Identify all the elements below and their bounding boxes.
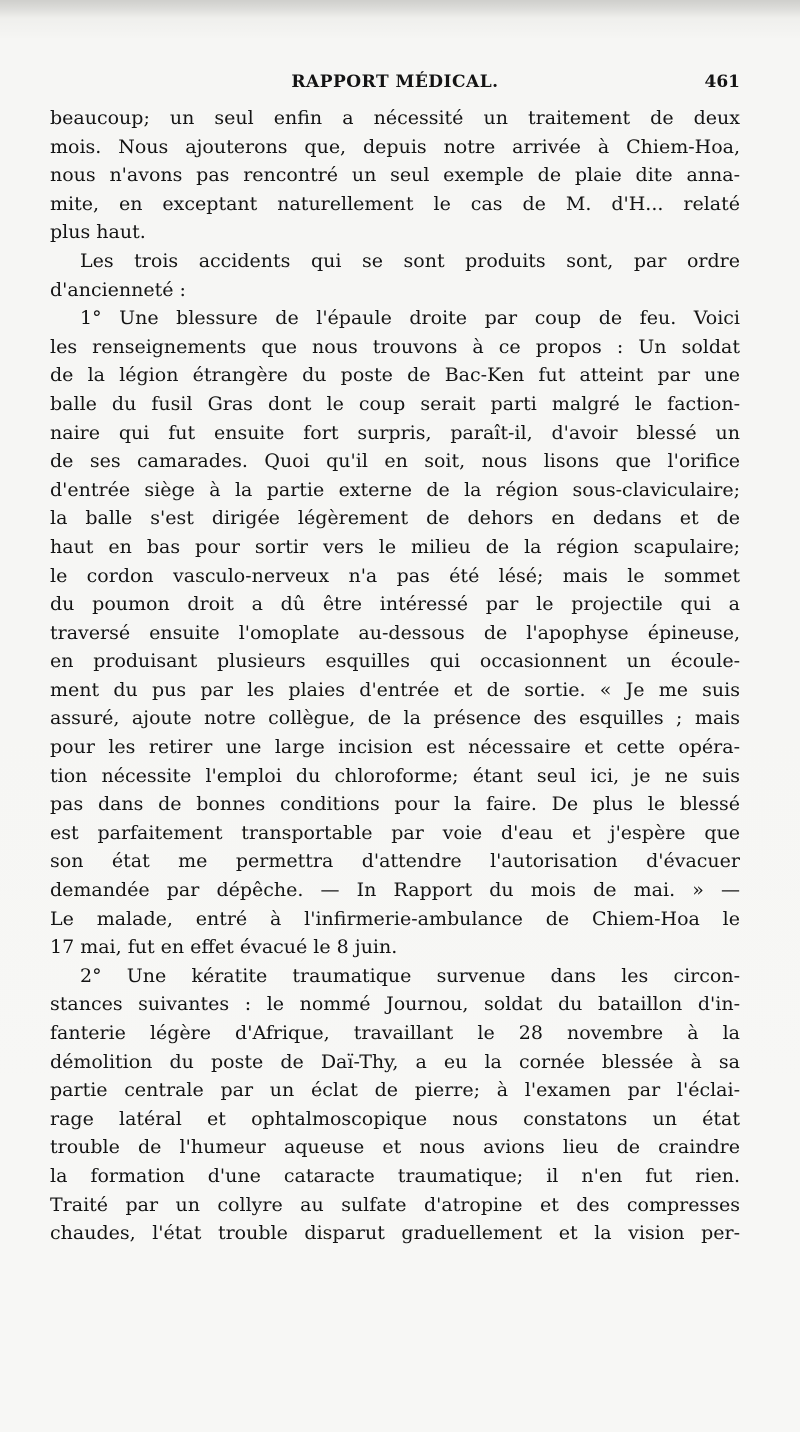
text-line: en produisant plusieurs esquilles qui occasionnent un écoule- — [50, 650, 740, 673]
text-line: son état me permettra d'attendre l'autorisation d'évacuer — [50, 850, 740, 873]
body-text — [50, 104, 740, 1248]
text-line: chaudes, l'état trouble disparut graduellement et la vision per- — [50, 1222, 740, 1245]
text-line: le cordon vasculo-nerveux n'a pas été lésé; mais le sommet — [50, 564, 740, 587]
text-line: fanterie légère d'Afrique, travaillant le 28 novembre à la — [50, 1022, 740, 1044]
text-line: nous n'avons pas rencontré un seul exemple de plaie dite anna- — [50, 164, 740, 187]
text-line: la formation d'une cataracte traumatique; il n'en fut rien. — [50, 1164, 740, 1187]
text-line: naire qui fut ensuite fort surpris, paraît-il, d'avoir blessé un — [50, 421, 740, 444]
running-head: RAPPORT MÉDICAL. — [291, 72, 499, 92]
text-line: pas dans de bonnes conditions pour la faire. De plus le blessé — [50, 793, 740, 816]
text-line: tion nécessite l'emploi du chloroforme; étant seul ici, je ne suis — [50, 764, 740, 787]
text-line: 17 mai, fut en effet évacué le 8 juin. — [50, 936, 398, 959]
text-line: rage latéral et ophtalmoscopique nous constatons un état — [50, 1107, 740, 1130]
text-line: trouble de l'humeur aqueuse et nous avions lieu de craindre — [50, 1136, 740, 1159]
text-line: partie centrale par un éclat de pierre; à l'examen par l'éclai- — [50, 1079, 740, 1102]
text-line: beaucoup; un seul enfin a nécessité un traitement de deux — [50, 107, 740, 129]
text-line: pour les retirer une large incision est nécessaire et cette opéra- — [50, 736, 740, 759]
text-line: d'entrée siège à la partie externe de la région sous-claviculaire; — [50, 478, 740, 501]
text-line: de ses camarades. Quoi qu'il en soit, nous lisons que l'orifice — [50, 450, 740, 473]
page-number: 461 — [704, 72, 740, 92]
page-top-shadow — [0, 0, 800, 18]
text-line: haut en bas pour sortir vers le milieu de la région scapulaire; — [50, 535, 740, 558]
text-line: traversé ensuite l'omoplate au-dessous de l'apophyse épineuse, — [50, 621, 740, 644]
text-line: plus haut. — [50, 221, 146, 244]
text-line: 2° Une kératite traumatique survenue dans les circon- — [80, 964, 740, 987]
text-line: mite, en exceptant naturellement le cas de M. d'H... relaté — [50, 192, 740, 215]
text-line: démolition du poste de Daï-Thy, a eu la cornée blessée à sa — [50, 1050, 740, 1073]
page-header — [50, 72, 740, 96]
text-line: est parfaitement transportable par voie d'eau et j'espère que — [50, 821, 740, 844]
text-line: ment du pus par les plaies d'entrée et de sortie. « Je me suis — [50, 678, 740, 701]
text-line: d'ancienneté : — [50, 278, 186, 301]
text-line: assuré, ajoute notre collègue, de la présence des esquilles ; mais — [50, 707, 740, 730]
text-line: balle du fusil Gras dont le coup serait parti malgré le faction- — [50, 392, 740, 415]
text-line: demandée par dépêche. — In Rapport du mois de mai. » — — [50, 879, 740, 902]
text-line: 1° Une blessure de l'épaule droite par coup de feu. Voici — [80, 307, 740, 330]
text-line: mois. Nous ajouterons que, depuis notre arrivée à Chiem-Hoa, — [50, 135, 740, 158]
text-line: les renseignements que nous trouvons à ce propos : Un soldat — [50, 335, 740, 358]
text-line: Le malade, entré à l'infirmerie-ambulance de Chiem-Hoa le — [50, 907, 740, 930]
text-line: de la légion étrangère du poste de Bac-Ken fut atteint par une — [50, 364, 740, 387]
text-line: la balle s'est dirigée légèrement de dehors en dedans et de — [50, 507, 740, 530]
text-line: Les trois accidents qui se sont produits sont, par ordre — [80, 249, 740, 272]
text-line: du poumon droit a dû être intéressé par le projectile qui a — [50, 593, 740, 616]
text-line: Traité par un collyre au sulfate d'atropine et des compresses — [50, 1193, 740, 1216]
text-line: stances suivantes : le nommé Journou, soldat du bataillon d'in- — [50, 993, 740, 1016]
